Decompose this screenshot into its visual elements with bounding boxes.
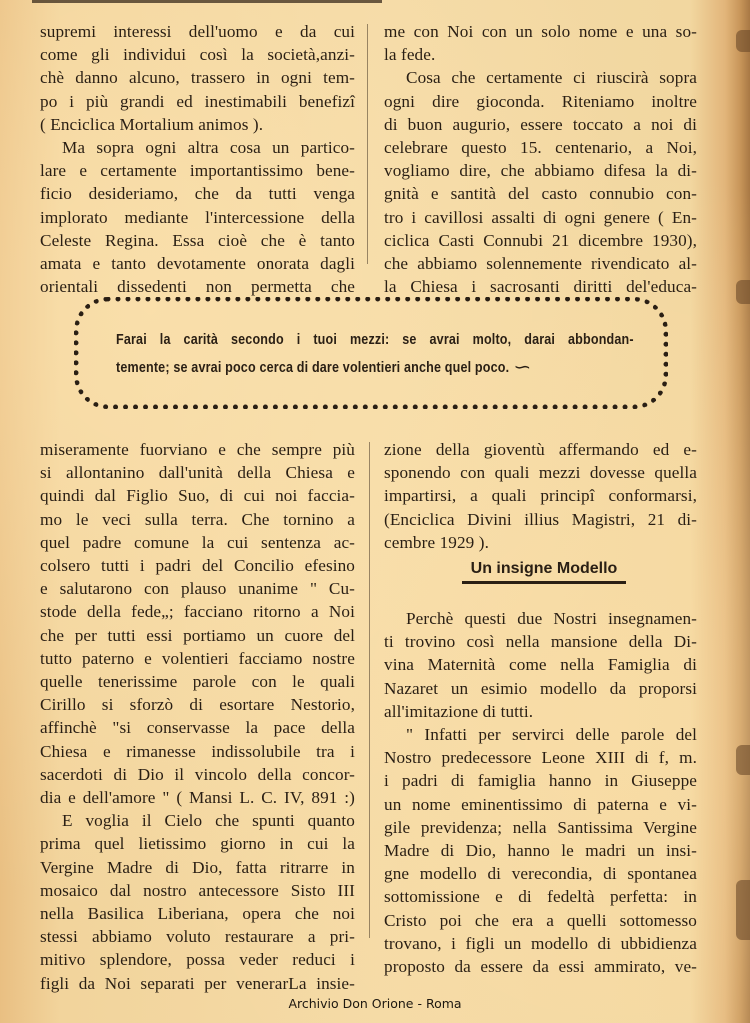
section-heading: Un insigne Modello: [470, 560, 618, 577]
text-line: celebrare questo 15. centenario, a Noi,: [384, 138, 697, 158]
quote-line-2: [116, 354, 634, 382]
quote-line-1: Farai la carità secondo i tuoi mezzi: se avrai molto, darai abbondan-: [116, 332, 634, 348]
torn-edge-mark: [736, 30, 750, 52]
text-line: lare e certamente importantissimo bene-: [40, 161, 355, 181]
text-line: gile previdenza; nella Santissima Vergine: [384, 817, 697, 837]
text-line: mitivo splendore, possa veder reduci i: [40, 950, 355, 970]
text-line: tutto paterno e volentieri facciamo nostre: [40, 648, 355, 668]
text-line: nella Basilica Liberiana, opera che noi: [40, 904, 355, 924]
text-line: vina Maternità come nella Famiglia di: [384, 655, 697, 675]
text-line: Vergine Madre di Dio, fatta ritrarre in: [40, 857, 355, 877]
text-line: E voglia il Cielo che spunti quanto: [62, 811, 355, 831]
text-line: ogni dire gioconda. Riteniamo inoltre: [384, 91, 697, 111]
text-line: Nostro predecessore Leone XIII di f, m.: [384, 748, 697, 768]
text-line: " Infatti per servirci delle parole del: [406, 725, 697, 745]
text-line: mosaico dal nostro antecessore Sisto III: [40, 880, 355, 900]
text-line: che abbiamo solennemente rivendicato al-: [384, 254, 697, 274]
text-line: po i più grandi ed inestimabili benefizî: [40, 91, 355, 111]
text-line: zione della gioventù affermando ed e-: [384, 440, 697, 459]
text-line: Perchè questi due Nostri insegnamen-: [406, 609, 697, 629]
text-line: e salutarono con plauso unanime " Cu-: [40, 579, 355, 599]
text-line: quindi dal Figlio Suo, di cui noi faccia-: [40, 486, 355, 506]
text-line: dia e dell'amore " ( Mansi L. C. IV, 891 :): [40, 788, 355, 808]
text-line: colsero tutti i padri del Concilio efesino: [40, 556, 355, 576]
bottom-right-column: [384, 438, 697, 978]
right-column-body: [384, 607, 697, 978]
text-line: miseramente fuorviano e che sempre più: [40, 440, 355, 459]
text-line: Madre di Dio, hanno le madri un insi-: [384, 841, 697, 861]
section-heading-underline: [462, 581, 626, 584]
text-line: ti trovino così nella mansione della Di-: [384, 632, 697, 652]
text-line: sacerdoti di Dio il vincolo della concor-: [40, 764, 355, 784]
text-line: sottomissione e di fedeltà perfetta: in: [384, 887, 697, 907]
torn-edge-mark: [736, 280, 750, 304]
column-divider-bottom: [369, 442, 370, 938]
torn-edge-mark: [736, 745, 750, 775]
text-line: si allontanino dall'unità della Chiesa e: [40, 463, 355, 483]
text-line: Cosa che certamente ci riuscirà sopra: [406, 68, 697, 88]
text-line: proposto da essere da essi ammirato, ve-: [384, 957, 697, 977]
text-line: i padri di famiglia hanno in Giuseppe: [384, 771, 697, 791]
text-line: come gli individui così la società,anzi-: [40, 45, 355, 65]
text-line: ( Enciclica Mortalium animos ).: [40, 114, 264, 134]
text-line: di buon augurio, essere toccato a noi di: [384, 114, 697, 134]
text-line: la fede.: [384, 45, 436, 65]
text-line: cembre 1929 ).: [384, 532, 489, 552]
quote-text: [116, 327, 634, 382]
text-line: Ma sopra ogni altra cosa un partico-: [62, 138, 355, 158]
text-line: me con Noi con un solo nome e una so-: [384, 22, 697, 41]
text-line: prima quel lietissimo giorno in cui la: [40, 834, 355, 854]
text-line: ciclica Casti Connubi 21 dicembre 1930),: [384, 230, 697, 250]
text-line: figli da Noi separati per venerarLa insie-: [40, 973, 355, 993]
top-right-column: [384, 20, 697, 298]
text-line: (Enciclica Divini illius Magistri, 21 di-: [384, 509, 697, 529]
top-left-column: [40, 20, 355, 298]
text-line: all'imitazione di tutti.: [384, 701, 534, 721]
text-line: Cirillo si sforzò di esortare Nestorio,: [40, 695, 355, 715]
text-line: che per tutti essi portiamo un cuore del: [40, 625, 355, 645]
text-line: tro i cavillosi assalti di ogni genere ( En-: [384, 207, 697, 227]
text-line: implorato mediante l'intercessione della: [40, 207, 355, 227]
column-divider-top: [367, 24, 368, 264]
text-line: quelle tenerissime parole con le quali: [40, 672, 355, 692]
text-line: Cristo poi che era a quelli sottomesso: [384, 910, 697, 930]
archive-credit-footer: Archivio Don Orione - Roma: [288, 996, 462, 1011]
text-line: vogliamo dire, che abbiamo difesa la di-: [384, 161, 697, 181]
text-line: mo le veci sulla terra. Che tornino a: [40, 509, 355, 529]
text-line: affinchè "si conservasse la pace della: [40, 718, 355, 738]
text-line: supremi interessi dell'uomo e da cui: [40, 22, 355, 41]
text-line: Celeste Regina. Essa cioè che è tanto: [40, 230, 355, 250]
bottom-left-column: [40, 438, 355, 995]
text-line: trovano, i figli un modello di ubbidienza: [384, 933, 697, 953]
ornament-flourish-icon: ∽: [513, 357, 532, 378]
text-line: la Chiesa i sacrosanti diritti del'educa-: [384, 277, 697, 297]
text-line: amata e tanto devotamente onorata dagli: [40, 254, 355, 274]
text-line: impartirsi, a quali principî conformarsi,: [384, 486, 697, 506]
torn-edge-mark: [736, 880, 750, 940]
text-line: chè danno alcuno, trassero in ogni tem-: [40, 68, 355, 88]
text-line: stode della fede„; facciano ritorno a Noi: [40, 602, 355, 622]
text-line: Nazaret un esimio modello da proporsi: [384, 678, 697, 698]
text-line: orientali dissedenti non permetta che: [40, 277, 355, 297]
text-line: gnità e santità del casto connubio con-: [384, 184, 697, 204]
text-line: un nome eminentissimo di paterna e vi-: [384, 794, 697, 814]
top-rule-divider: [32, 0, 382, 3]
quote-line-2-text: temente; se avrai poco cerca di dare volentieri anche quel poco.: [116, 360, 510, 376]
text-line: sponendo con quali mezzi dovesse quella: [384, 463, 697, 483]
text-line: ficio desideriamo, che da tutti venga: [40, 184, 355, 204]
text-line: quel padre comune la cui sentenza ac-: [40, 532, 355, 552]
right-column-intro: [384, 438, 697, 554]
text-line: Chiesa e rimanesse indissolubile tra i: [40, 741, 355, 761]
text-line: stessi abbiamo voluto restaurare a pri-: [40, 927, 355, 947]
text-line: gne modello di verecondia, di spontanea: [384, 864, 697, 884]
